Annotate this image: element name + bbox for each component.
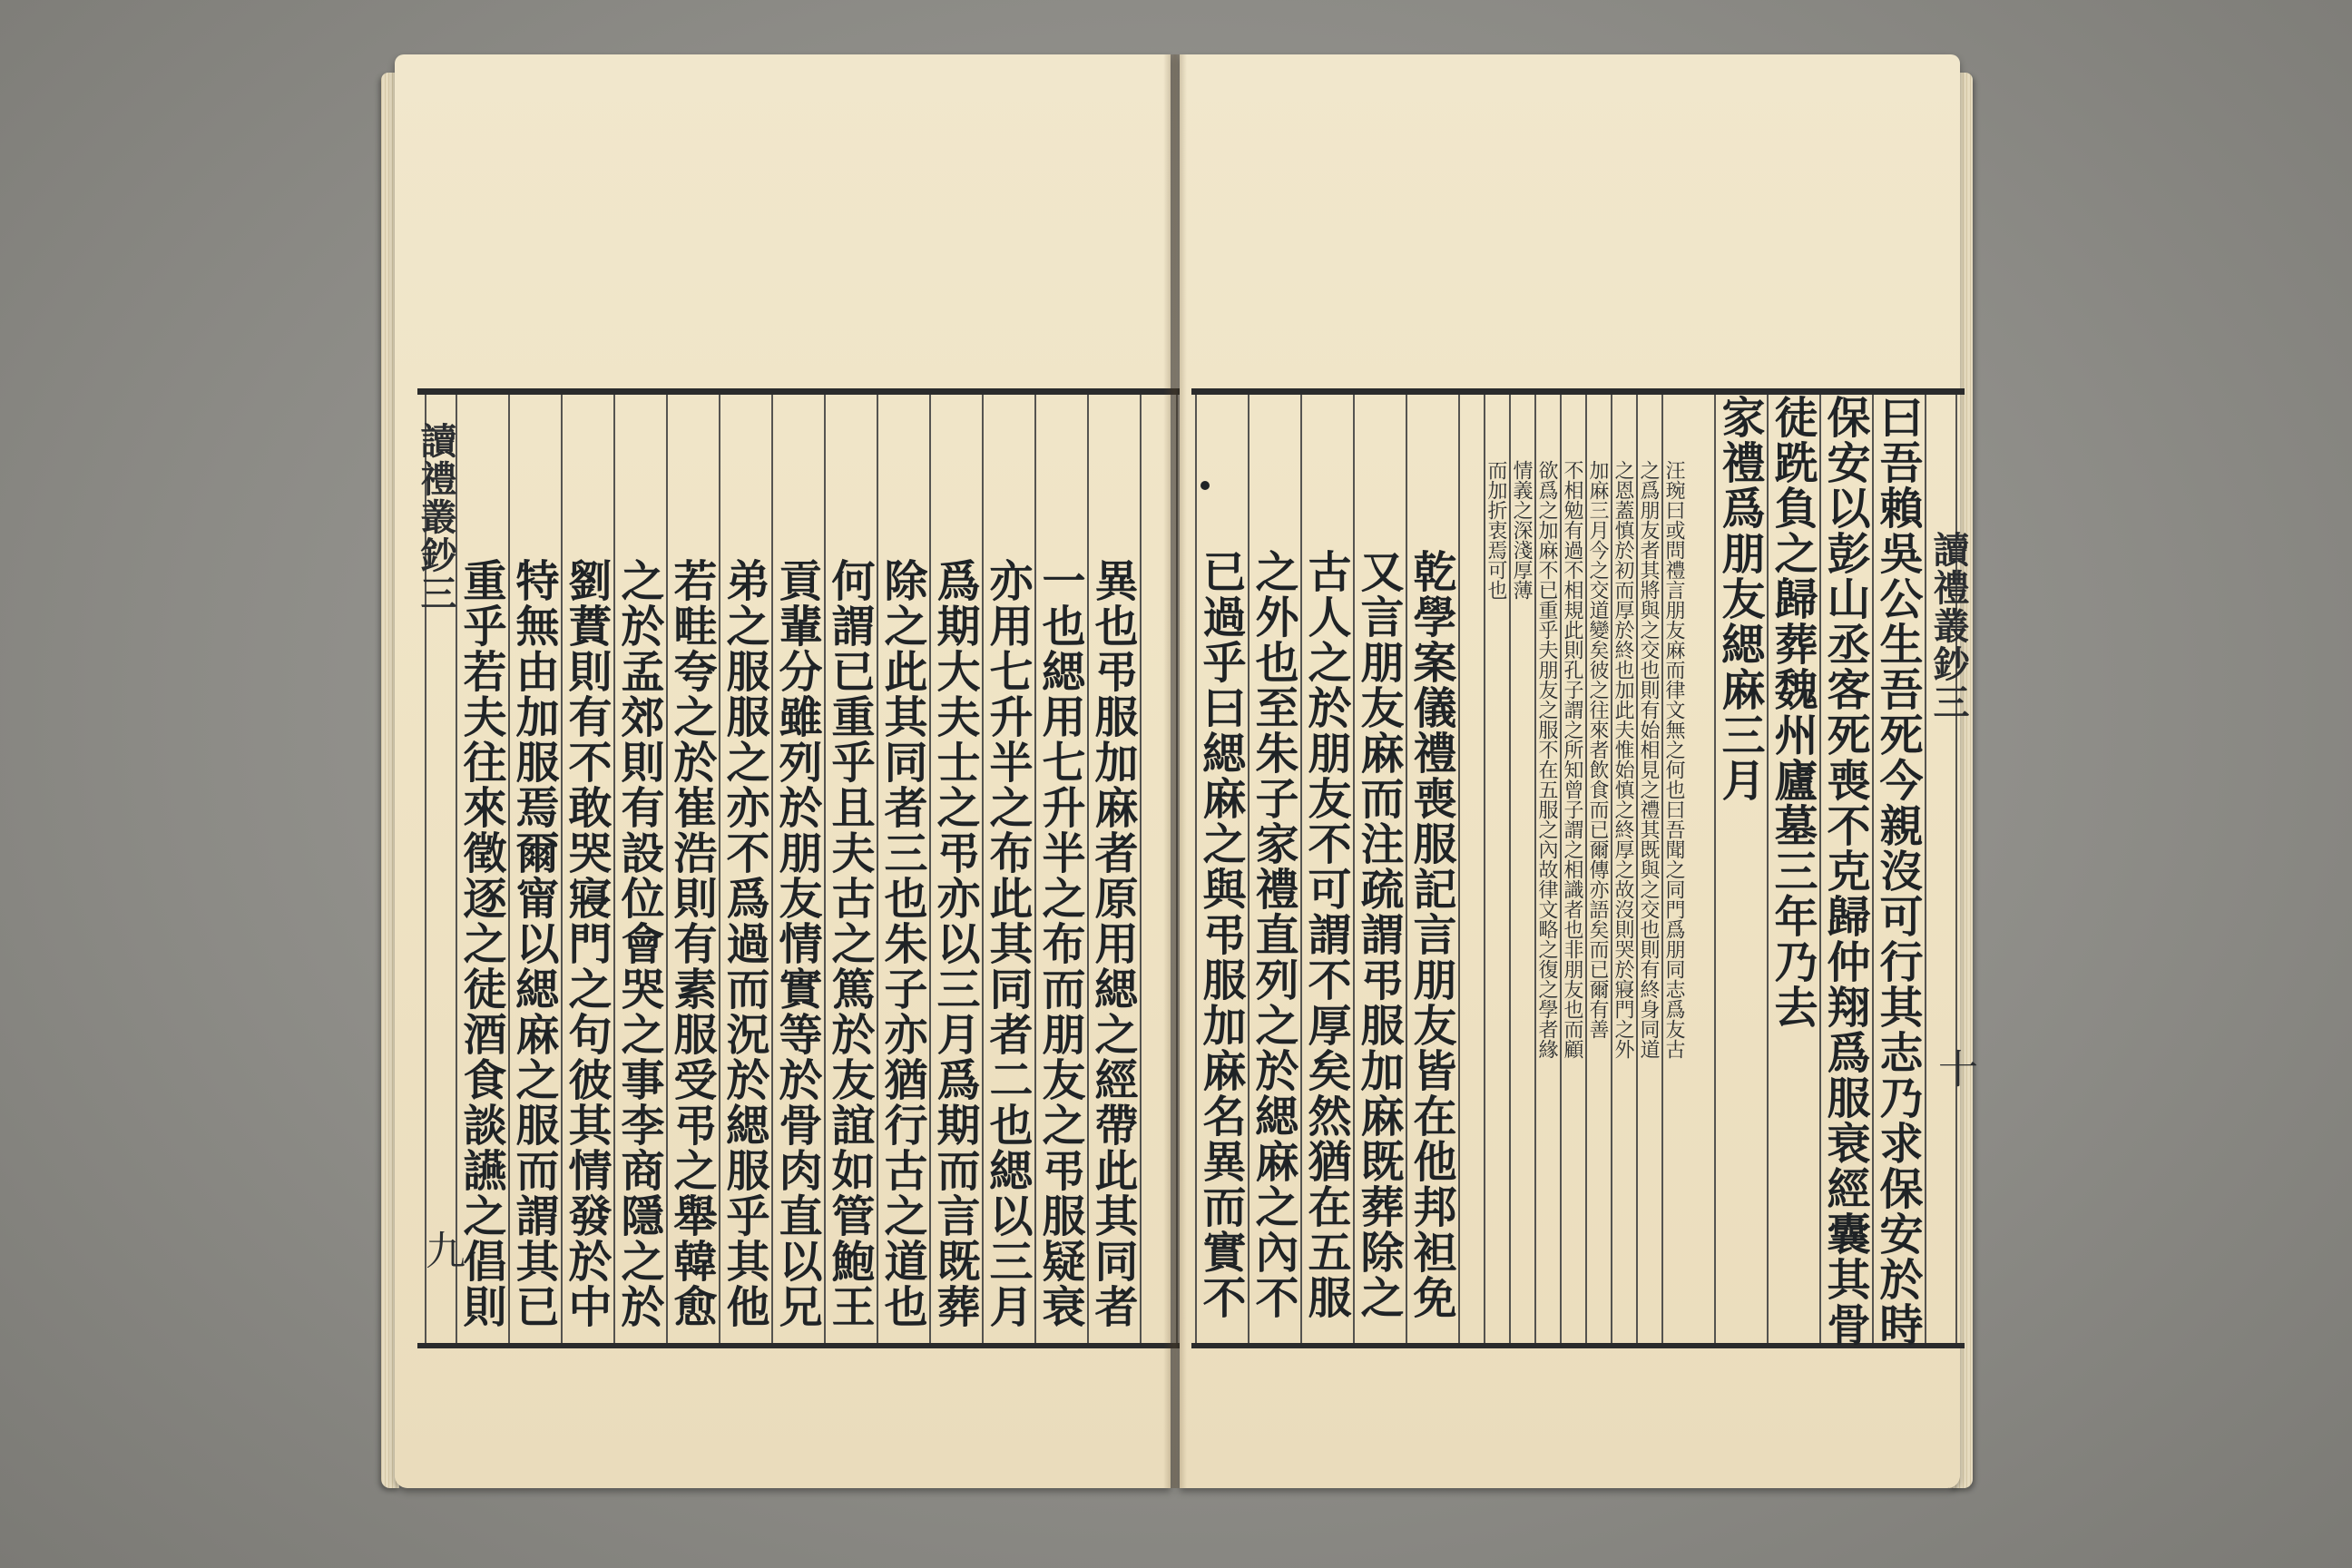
right-page — [1180, 54, 1977, 1488]
bleed-through — [526, 404, 560, 433]
left-margin-title: 讀禮叢鈔三 — [415, 422, 457, 612]
text-column: 古人之於朋友不可謂不厚矣然猶在五服 — [1300, 549, 1351, 1320]
ink-dot — [1200, 481, 1210, 490]
commentary-column: 汪琬曰或問禮言朋友麻而律文無之何也曰吾聞之同門爲朋同志爲友古 — [1662, 460, 1685, 1059]
text-column: 若畦夸之於崔浩則有素服受弔之舉韓愈 — [666, 558, 717, 1329]
commentary-column: 欲爲之加麻不已重乎夫朋友之服不在五服之內故律文略之復之學者緣 — [1535, 460, 1558, 1059]
open-book — [381, 54, 1978, 1515]
text-column: 重乎若夫往來徵逐之徒酒食談讌之倡則 — [456, 558, 506, 1329]
commentary-column: 不相勉有過不相規此則孔子謂之所知曾子謂之相識者也非朋友也而顧 — [1561, 460, 1583, 1059]
text-column: 徒跣負之歸葬魏州廬墓三年乃去 — [1767, 395, 1818, 1030]
text-column: 一也緦用七升半之布而朋友之弔服疑衰 — [1034, 558, 1085, 1329]
commentary-column: 而加折衷焉可也 — [1485, 460, 1507, 600]
text-column: 弟之服服之亦不爲過而況於緦服乎其他 — [719, 558, 769, 1329]
book-gutter — [1163, 54, 1187, 1488]
right-folio-number: 十 — [1931, 1048, 1977, 1090]
text-column: 劉蕡則有不敢哭寢門之句彼其情發於中 — [561, 558, 612, 1329]
left-folio-number: 九 — [418, 1230, 465, 1271]
commentary-column: 情義之深淺厚薄 — [1510, 460, 1533, 600]
text-column: 之於孟郊則有設位會哭之事李商隱之於 — [613, 558, 664, 1329]
text-column: 保安以彭山丞客死喪不克歸仲翔爲服衰經囊其骨 — [1819, 395, 1870, 1348]
text-column: 何謂已重乎且夫古之篤於友誼如管鮑王 — [824, 558, 875, 1329]
left-page-frame — [417, 388, 1180, 1348]
text-column: 異也弔服加麻者原用緦之經帶此其同者 — [1087, 558, 1138, 1329]
text-column: 家禮爲朋友緦麻三月 — [1714, 395, 1765, 803]
commentary-column: 之恩蓋慎於初而厚於終也加此夫惟始慎之終厚之故沒則哭於寢門之外 — [1612, 460, 1634, 1059]
text-column: 貢輩分雖列於朋友情實等於骨肉直以兄 — [771, 558, 822, 1329]
commentary-column: 加麻三月今之交道變矣彼之往來者飲食而已爾傳亦語矣而已爾有善 — [1586, 460, 1609, 1039]
text-column: 除之此其同者三也朱子亦猶行古之道也 — [877, 558, 927, 1329]
right-margin-title: 讀禮叢鈔三 — [1927, 531, 1970, 721]
text-column: 爲期大夫士之弔亦以三月爲期而言既葬 — [929, 558, 980, 1329]
text-column: 已過乎曰緦麻之與弔服加麻名異而實不 — [1195, 549, 1246, 1320]
text-column: 乾學案儀禮喪服記言朋友皆在他邦袒免 — [1406, 549, 1456, 1320]
commentary-column: 之爲朋友者其將與之交也則有始相見之禮其既與之交也則有終身同道 — [1637, 460, 1660, 1059]
text-column: 又言朋友麻而注疏謂弔服加麻既葬除之 — [1353, 549, 1404, 1320]
text-column: 亦用七升半之布此其同者二也緦以三月 — [982, 558, 1033, 1329]
left-page — [395, 54, 1171, 1488]
text-column: 特無由加服焉爾甯以緦麻之服而謂其已 — [508, 558, 559, 1329]
right-page-frame — [1191, 388, 1977, 1348]
text-column: 曰吾賴吳公生吾死今親沒可行其志乃求保安於時 — [1872, 395, 1923, 1348]
text-column: 之外也至朱子家禮直列之於緦麻之內不 — [1248, 549, 1298, 1320]
